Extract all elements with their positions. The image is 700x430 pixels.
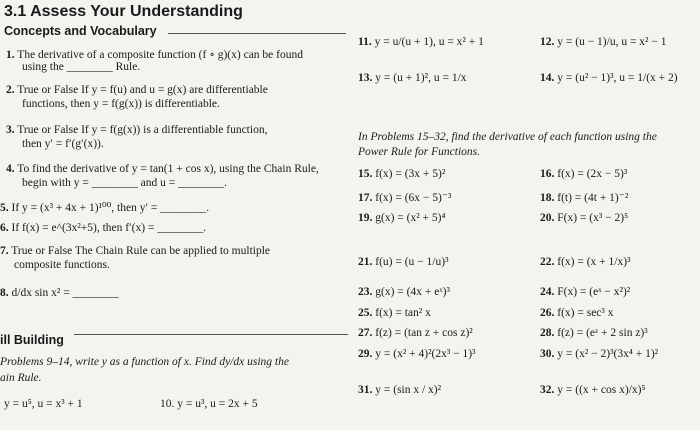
problem-9: y = u⁵, u = x³ + 1 [4,398,83,410]
problem-24: 24. F(x) = (eˣ − x²)² [540,286,631,298]
concept-item-4: 4. To find the derivative of y = tan(1 + cos x), using the Chain Rule, [6,163,319,175]
problem-11: 11. y = u/(u + 1), u = x² + 1 [358,36,484,48]
problem-25: 25. f(x) = tan² x [358,307,431,319]
problem-17: 17. f(x) = (6x − 5)⁻³ [358,192,452,204]
concept-item-1: 1. The derivative of a composite function (f ∘ g)(x) can be found [6,49,303,61]
problem-13: 13. y = (u + 1)², u = 1/x [358,72,467,84]
problem-29: 29. y = (x² + 4)²(2x³ − 1)³ [358,348,476,360]
concept-item-4-line2: begin with y = ________ and u = ________. [22,177,227,189]
problem-27: 27. f(z) = (tan z + cos z)² [358,327,473,339]
concept-item-6: 6. If f(x) = e^(3x²+5), then f′(x) = ________. [0,222,207,234]
concept-item-3: 3. True or False If y = f(g(x)) is a differentiable function, [6,124,268,136]
concept-item-7-line2: composite functions. [14,259,110,271]
instructions-line-1: In Problems 15–32, find the derivative of each function using the [358,131,657,143]
concept-item-8: 8. d/dx sin x² = ________ [0,287,119,299]
skill-rule [74,334,348,335]
concepts-rule [168,33,346,34]
instructions-line-2: Power Rule for Functions. [358,146,481,158]
problem-30: 30. y = (x² − 2)³(3x⁴ + 1)² [540,348,659,360]
problem-12: 12. y = (u − 1)/u, u = x² − 1 [540,36,667,48]
section-title: 3.1 Assess Your Understanding [4,3,243,20]
problem-19: 19. g(x) = (x² + 5)⁴ [358,212,446,224]
problem-14: 14. y = (u² − 1)³, u = 1/(x + 2) [540,72,678,84]
skill-intro-2: ain Rule. [0,372,42,384]
skill-heading: ill Building [0,333,64,347]
problem-32: 32. y = ((x + cos x)/x)⁵ [540,384,646,396]
problem-23: 23. g(x) = (4x + eˣ)³ [358,286,450,298]
concept-item-3-line2: then y′ = f′(g′(x)). [22,138,104,150]
problem-26: 26. f(x) = sec³ x [540,307,614,319]
problem-20: 20. F(x) = (x³ − 2)⁵ [540,212,629,224]
skill-intro: Problems 9–14, write y as a function of x. Find dy/dx using the [0,356,289,368]
problem-22: 22. f(x) = (x + 1/x)³ [540,256,631,268]
concept-item-2: 2. True or False If y = f(u) and u = g(x) are differentiable [6,84,268,96]
problem-31: 31. y = (sin x / x)² [358,384,442,396]
problem-18: 18. f(t) = (4t + 1)⁻² [540,192,629,204]
problem-15: 15. f(x) = (3x + 5)² [358,168,446,180]
problem-16: 16. f(x) = (2x − 5)³ [540,168,628,180]
concepts-heading: Concepts and Vocabulary [4,24,157,38]
concept-item-7: 7. True or False The Chain Rule can be applied to multiple [0,245,271,257]
concept-item-5: 5. If y = (x³ + 4x + 1)¹⁰⁰, then y′ = ________. [0,202,210,214]
problem-21: 21. f(u) = (u − 1/u)³ [358,256,449,268]
problem-10: 10. y = u³, u = 2x + 5 [160,398,258,410]
concept-item-2-line2: functions, then y = f(g(x)) is differentiable. [22,98,220,110]
problem-28: 28. f(z) = (eᶻ + 2 sin z)³ [540,327,648,339]
concept-item-1-line2: using the ________ Rule. [22,61,141,73]
